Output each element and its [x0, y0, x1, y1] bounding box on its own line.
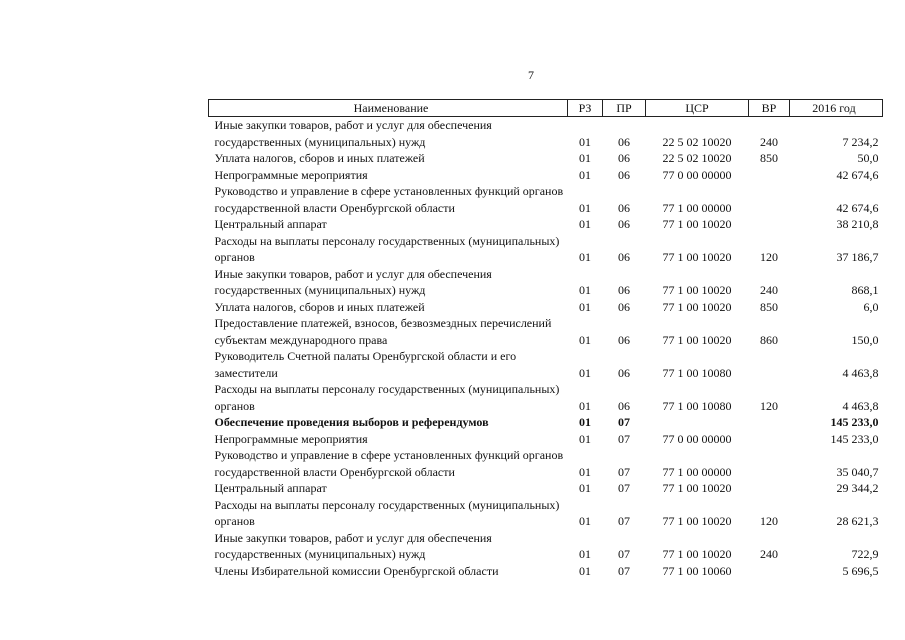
cell-rz: 01 [579, 151, 591, 165]
cell-rz: 01 [579, 563, 591, 578]
table-row [209, 497, 883, 530]
cell-name: Руководитель Счетной палаты Оренбургской области и его заместители [214, 349, 517, 380]
cell-csr: 77 1 00 10020 [662, 547, 732, 561]
cell-csr: 77 1 00 10080 [662, 365, 732, 380]
cell-rz: 01 [579, 134, 591, 149]
cell-name: Непрограммные мероприятия [214, 431, 368, 446]
table-row [209, 414, 883, 431]
cell-pr: 06 [618, 250, 630, 264]
cell-amount: 50,0 [857, 151, 879, 165]
cell-vr: 850 [760, 299, 778, 314]
cell-amount: 6,0 [863, 299, 879, 314]
header-rz: РЗ [568, 100, 603, 117]
table-row [209, 150, 883, 167]
cell-csr: 22 5 02 10020 [662, 151, 732, 165]
table-row [209, 167, 883, 184]
cell-vr [749, 183, 790, 216]
table-row [209, 233, 883, 266]
cell-rz: 01 [579, 200, 591, 215]
cell-name: Центральный аппарат [214, 481, 327, 495]
cell-vr [749, 480, 790, 497]
cell-amount: 35 040,7 [836, 464, 879, 479]
cell-name: Центральный аппарат [214, 217, 327, 231]
header-pr: ПР [603, 100, 646, 117]
cell-name: Уплата налогов, сборов и иных платежей [214, 151, 425, 165]
cell-vr [749, 563, 790, 580]
cell-csr: 77 1 00 10060 [662, 563, 732, 578]
cell-amount: 145 233,0 [830, 415, 879, 429]
cell-rz: 01 [579, 398, 591, 413]
cell-vr [749, 167, 790, 184]
cell-name: Обеспечение проведения выборов и референдумов [214, 415, 489, 429]
cell-vr: 850 [760, 151, 778, 165]
budget-table [208, 99, 883, 579]
cell-amount: 722,9 [851, 547, 879, 561]
cell-vr [749, 431, 790, 448]
table-row [209, 480, 883, 497]
cell-amount: 4 463,8 [842, 365, 879, 380]
cell-vr: 240 [760, 283, 778, 297]
header-vr: ВР [749, 100, 790, 117]
cell-pr: 06 [618, 283, 630, 297]
table-row [209, 299, 883, 316]
cell-name: Расходы на выплаты персоналу государственных (муниципальных) органов [214, 382, 560, 413]
cell-csr [646, 414, 749, 431]
header-year: 2016 год [790, 100, 883, 117]
cell-vr: 240 [760, 547, 778, 561]
cell-vr: 240 [760, 134, 778, 149]
cell-rz: 01 [579, 250, 591, 264]
cell-name: Расходы на выплаты персоналу государственных (муниципальных) органов [214, 233, 560, 264]
cell-pr: 07 [618, 547, 630, 561]
table-row [209, 530, 883, 563]
cell-pr: 06 [618, 365, 630, 380]
cell-pr: 06 [618, 167, 630, 182]
cell-pr: 07 [618, 431, 630, 446]
cell-csr: 77 1 00 00000 [662, 200, 732, 215]
cell-pr: 06 [618, 200, 630, 215]
cell-amount: 42 674,6 [836, 167, 879, 182]
cell-csr: 77 1 00 10020 [662, 250, 732, 264]
cell-csr: 77 0 00 00000 [662, 431, 732, 446]
cell-pr: 07 [618, 464, 630, 479]
cell-name: Руководство и управление в сфере установленных функций органов государственной власти Оренбургской области [214, 184, 564, 215]
cell-amount: 42 674,6 [836, 200, 879, 215]
cell-vr [749, 414, 790, 431]
table-row [209, 447, 883, 480]
cell-amount: 150,0 [851, 332, 879, 347]
header-name: Наименование [209, 100, 568, 117]
cell-rz: 01 [579, 299, 591, 314]
cell-vr [749, 447, 790, 480]
cell-csr: 77 1 00 00000 [662, 464, 732, 479]
cell-csr: 77 1 00 10080 [662, 398, 732, 413]
cell-csr: 77 1 00 10020 [662, 332, 732, 347]
cell-csr: 77 1 00 10020 [662, 481, 732, 495]
cell-rz: 01 [579, 332, 591, 347]
cell-pr: 06 [618, 332, 630, 347]
cell-pr: 06 [618, 151, 630, 165]
cell-csr: 77 1 00 10020 [662, 283, 732, 297]
cell-amount: 7 234,2 [842, 134, 879, 149]
cell-pr: 07 [618, 481, 630, 495]
cell-vr [749, 348, 790, 381]
cell-rz: 01 [579, 514, 591, 528]
cell-amount: 37 186,7 [836, 250, 879, 264]
table-row [209, 381, 883, 414]
cell-vr [749, 216, 790, 233]
cell-pr: 06 [618, 134, 630, 149]
cell-pr: 06 [618, 217, 630, 231]
cell-vr: 860 [760, 332, 778, 347]
cell-rz: 01 [579, 547, 591, 561]
cell-csr: 77 1 00 10020 [662, 217, 732, 231]
cell-amount: 5 696,5 [842, 563, 879, 578]
cell-name: Предоставление платежей, взносов, безвозмездных перечислений субъектам международного права [214, 316, 552, 347]
cell-name: Иные закупки товаров, работ и услуг для обеспечения государственных (муниципальных) нужд [214, 118, 492, 149]
cell-rz: 01 [579, 365, 591, 380]
cell-amount: 145 233,0 [830, 431, 879, 446]
cell-rz: 01 [579, 481, 591, 495]
cell-rz: 01 [579, 217, 591, 231]
cell-amount: 4 463,8 [842, 398, 879, 413]
table-row [209, 117, 883, 151]
cell-pr: 06 [618, 299, 630, 314]
cell-amount: 38 210,8 [836, 217, 879, 231]
cell-amount: 29 344,2 [836, 481, 879, 495]
cell-name: Непрограммные мероприятия [214, 167, 368, 182]
table-row [209, 216, 883, 233]
cell-csr: 77 0 00 00000 [662, 167, 732, 182]
table-row [209, 315, 883, 348]
cell-name: Расходы на выплаты персоналу государственных (муниципальных) органов [214, 497, 560, 528]
cell-vr: 120 [760, 398, 778, 413]
cell-rz: 01 [579, 283, 591, 297]
cell-rz: 01 [579, 431, 591, 446]
header-csr: ЦСР [646, 100, 749, 117]
cell-name: Руководство и управление в сфере установленных функций органов государственной власти Оренбургской области [214, 448, 564, 479]
cell-pr: 07 [618, 415, 630, 429]
cell-name: Уплата налогов, сборов и иных платежей [214, 299, 425, 314]
cell-csr: 77 1 00 10020 [662, 299, 732, 314]
cell-rz: 01 [579, 464, 591, 479]
cell-name: Иные закупки товаров, работ и услуг для обеспечения государственных (муниципальных) нужд [214, 530, 492, 561]
cell-rz: 01 [579, 167, 591, 182]
cell-pr: 06 [618, 398, 630, 413]
cell-amount: 28 621,3 [836, 514, 879, 528]
table-row [209, 266, 883, 299]
cell-name: Иные закупки товаров, работ и услуг для обеспечения государственных (муниципальных) нужд [214, 266, 492, 297]
cell-pr: 07 [618, 514, 630, 528]
table-header-row [209, 100, 883, 117]
cell-vr: 120 [760, 250, 778, 264]
table-row [209, 563, 883, 580]
page-number: 7 [528, 68, 534, 82]
cell-vr: 120 [760, 514, 778, 528]
table-row [209, 183, 883, 216]
cell-csr: 77 1 00 10020 [662, 514, 732, 528]
cell-rz: 01 [579, 415, 591, 429]
table-row [209, 431, 883, 448]
cell-amount: 868,1 [851, 283, 879, 297]
table-body [209, 117, 883, 580]
cell-csr: 22 5 02 10020 [662, 134, 732, 149]
cell-pr: 07 [618, 563, 630, 578]
table-row [209, 348, 883, 381]
cell-name: Члены Избирательной комиссии Оренбургской области [214, 563, 499, 578]
